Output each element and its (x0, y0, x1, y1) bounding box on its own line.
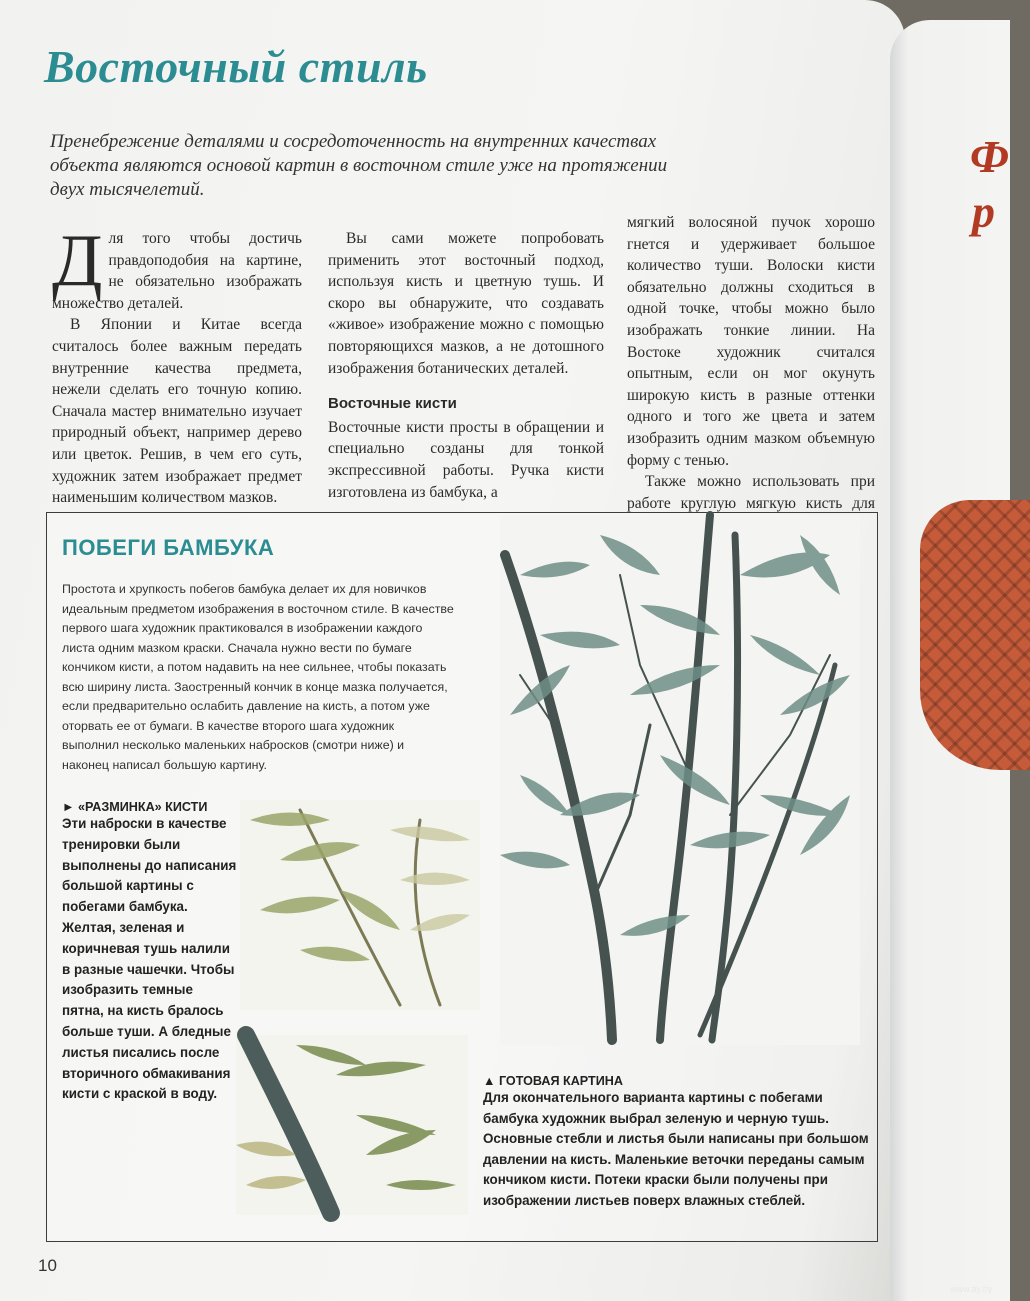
box-intro-text: Простота и хрупкость побегов бамбука делает их для новичков идеальным предметом изображения в восточном стиле. В качестве первого шага художник практиковался в изображении каждого листа одним мазком краски. Сначала нужно вести по бумаге кончиком кисти, а потом надавить на нее сильнее, чтобы показать всю ширину листа. Заостренный кончик в конце мазка получается, если предварительно ослабить давление на кисть, а потом уже оторвать ее от бумаги. В качестве второго шага художник выполнил несколько маленьких набросков (смотри ниже) и наконец написал большую картину. (62, 582, 454, 772)
page-title: Восточный стиль (44, 41, 428, 92)
lead-paragraph: Пренебрежение деталями и сосредоточенность на внутренних качествах объекта являются основой картин в восточном стиле уже на протяжении двух тысячелетий. (50, 131, 668, 200)
col3-paragraph-2: Также можно использовать при работе круглую мягкую кисть для (627, 473, 875, 512)
watermark: www.ay.by (950, 1284, 993, 1294)
col3-paragraph-1: мягкий волосяной пучок хорошо гнется и удерживает большое количество туши. Волоски кисти обязательно должны сходиться в одной точке, чтобы можно было изображать тонкие линии. На Востоке художник считался опытным, если он мог окунуть широкую кисть в разные оттенки одного и того же цвета и затем изобразить одним мазком объемную форму с тенью. (627, 214, 875, 469)
col1-paragraph-1: ля того чтобы достичь правдоподобия на картине, не обязательно изображать множество деталей. (52, 230, 302, 312)
warmup-caption (62, 800, 237, 1105)
final-painting-caption (483, 1074, 878, 1211)
warmup-caption-body: Эти наброски в качестве тренировки были выполнены до написания большой картины с побегами бамбука. Желтая, зеленая и коричневая тушь налили в разные чашечки. Чтобы изобразить темные пятна, на кисть бралось больше туши. А бледные листья писались после вторичного обмакивания кисти с краской в воду. (62, 816, 237, 1102)
text-column-2 (328, 228, 604, 503)
drop-cap: Д (52, 220, 103, 302)
bamboo-painting (500, 515, 860, 1045)
bamboo-sketch-2 (236, 1035, 468, 1215)
right-page-letter-2: р (972, 186, 995, 237)
col2-paragraph-1: Вы сами можете попробовать применить этот восточный подход, используя кисть и цветную тушь. И скоро вы обнаружите, что создавать «живое» изображение можно с помощью повторяющихся мазков, а не дотошного изображения ботанических деталей. (328, 230, 604, 377)
right-page-illustration (920, 500, 1030, 770)
col2-paragraph-2: Восточные кисти просты в обращении и специально созданы для тонкой экспрессивной работы. Ручка кисти изготовлена из бамбука, а (328, 418, 604, 501)
warmup-caption-heading: ► «РАЗМИНКА» КИСТИ (62, 800, 208, 814)
right-page-edge (890, 20, 1010, 1301)
bamboo-sketch-1 (240, 800, 480, 1010)
page-number: 10 (38, 1256, 57, 1275)
final-caption-body: Для окончательного варианта картины с побегами бамбука художник выбрал зеленую и черную тушь. Основные стебли и листья были написаны при большом давлении на кисть. Маленькие веточки переданы самым кончиком кисти. Потеки краски были получены при изображении листьев поверх влажных стеблей. (483, 1090, 869, 1208)
final-caption-heading: ▲ ГОТОВАЯ КАРТИНА (483, 1074, 623, 1088)
section-heading-brushes: Восточные кисти (328, 395, 457, 413)
right-page-letter-1: Ф (970, 131, 1010, 182)
col1-paragraph-2: В Японии и Китае всегда считалось более важным передать внутренние качества предмета, нежели сделать его точную копию. Сначала мастер внимательно изучает природный объект, например дерево или цветок. Решив, в чем его суть, художник затем изображает предмет наименьшим количеством мазков. (52, 316, 302, 507)
text-column-3 (627, 212, 875, 536)
text-column-1 (52, 220, 302, 509)
box-title: ПОБЕГИ БАМБУКА (62, 535, 275, 560)
